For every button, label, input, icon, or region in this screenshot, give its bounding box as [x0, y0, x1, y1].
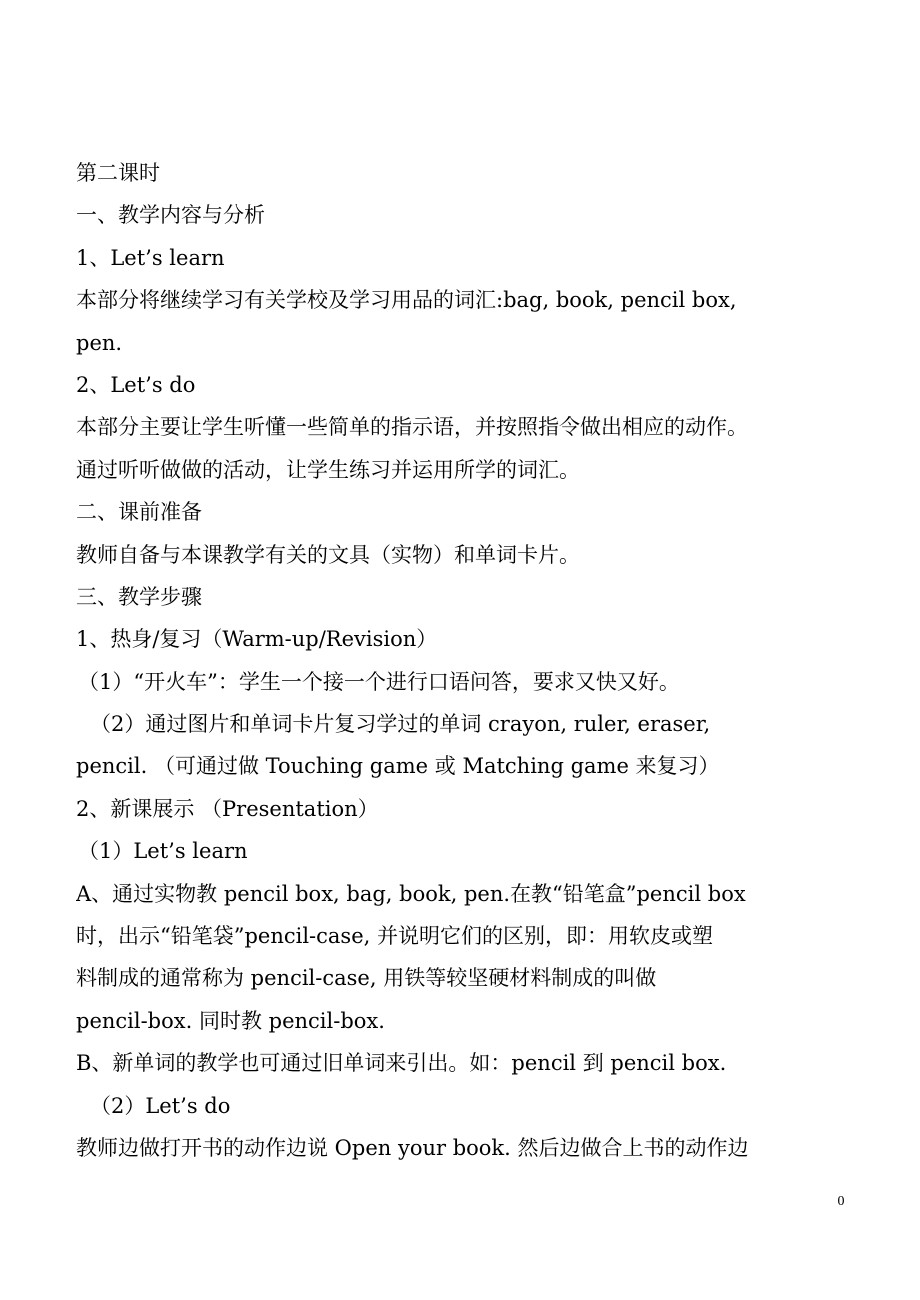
paragraph-line: 料制成的通常称为 pencil-case, 用铁等较坚硬材料制成的叫做 [76, 966, 657, 991]
paragraph-line: pencil. （可通过做 Touching game 或 Matching game 来复习） [76, 754, 720, 779]
paragraph-line: 本部分主要让学生听懂一些简单的指示语，并按照指令做出相应的动作。 [76, 415, 748, 440]
section-heading-preparation: 二、课前准备 [76, 500, 202, 525]
paragraph-line: 本部分将继续学习有关学校及学习用品的词汇:bag, book, pencil box, [76, 288, 737, 313]
paragraph-line: pen. [76, 330, 123, 355]
lesson-title: 第二课时 [76, 161, 160, 185]
subheading-warm-up: 1、热身/复习（Warm-up/Revision） [76, 627, 438, 652]
document-body [76, 152, 876, 1169]
subheading-lets-learn: 1、Let’s learn [76, 245, 225, 270]
paragraph-line: （2）通过图片和单词卡片复习学过的单词 crayon, ruler, eraser, [90, 712, 711, 737]
subheading-lets-learn-step: （1）Let’s learn [78, 839, 248, 864]
paragraph-line: pencil-box. 同时教 pencil-box. [76, 1008, 385, 1033]
page-number: 0 [837, 1194, 845, 1209]
paragraph-line: 教师自备与本课教学有关的文具（实物）和单词卡片。 [76, 542, 580, 567]
paragraph-line: 教师边做打开书的动作边说 Open your book. 然后边做合上书的动作边 [76, 1135, 749, 1160]
subheading-presentation: 2、新课展示 （Presentation） [76, 796, 379, 821]
section-heading-teaching-steps: 三、教学步骤 [76, 584, 202, 609]
paragraph-line: A、通过实物教 pencil box, bag, book, pen.在教“铅笔盒”pencil box [76, 881, 746, 906]
subheading-lets-do: 2、Let’s do [76, 372, 196, 397]
paragraph-line: B、新单词的教学也可通过旧单词来引出。如：pencil 到 pencil box. [76, 1051, 727, 1076]
paragraph-line: （1）“开火车”：学生一个接一个进行口语问答，要求又快又好。 [78, 669, 680, 694]
paragraph-line: 时，出示“铅笔袋”pencil-case, 并说明它们的区别，即：用软皮或塑 [76, 924, 713, 949]
paragraph-line: 通过听听做做的活动，让学生练习并运用所学的词汇。 [76, 457, 580, 482]
subheading-lets-do-step: （2）Let’s do [90, 1093, 231, 1118]
section-heading-content-analysis: 一、教学内容与分析 [76, 203, 265, 228]
